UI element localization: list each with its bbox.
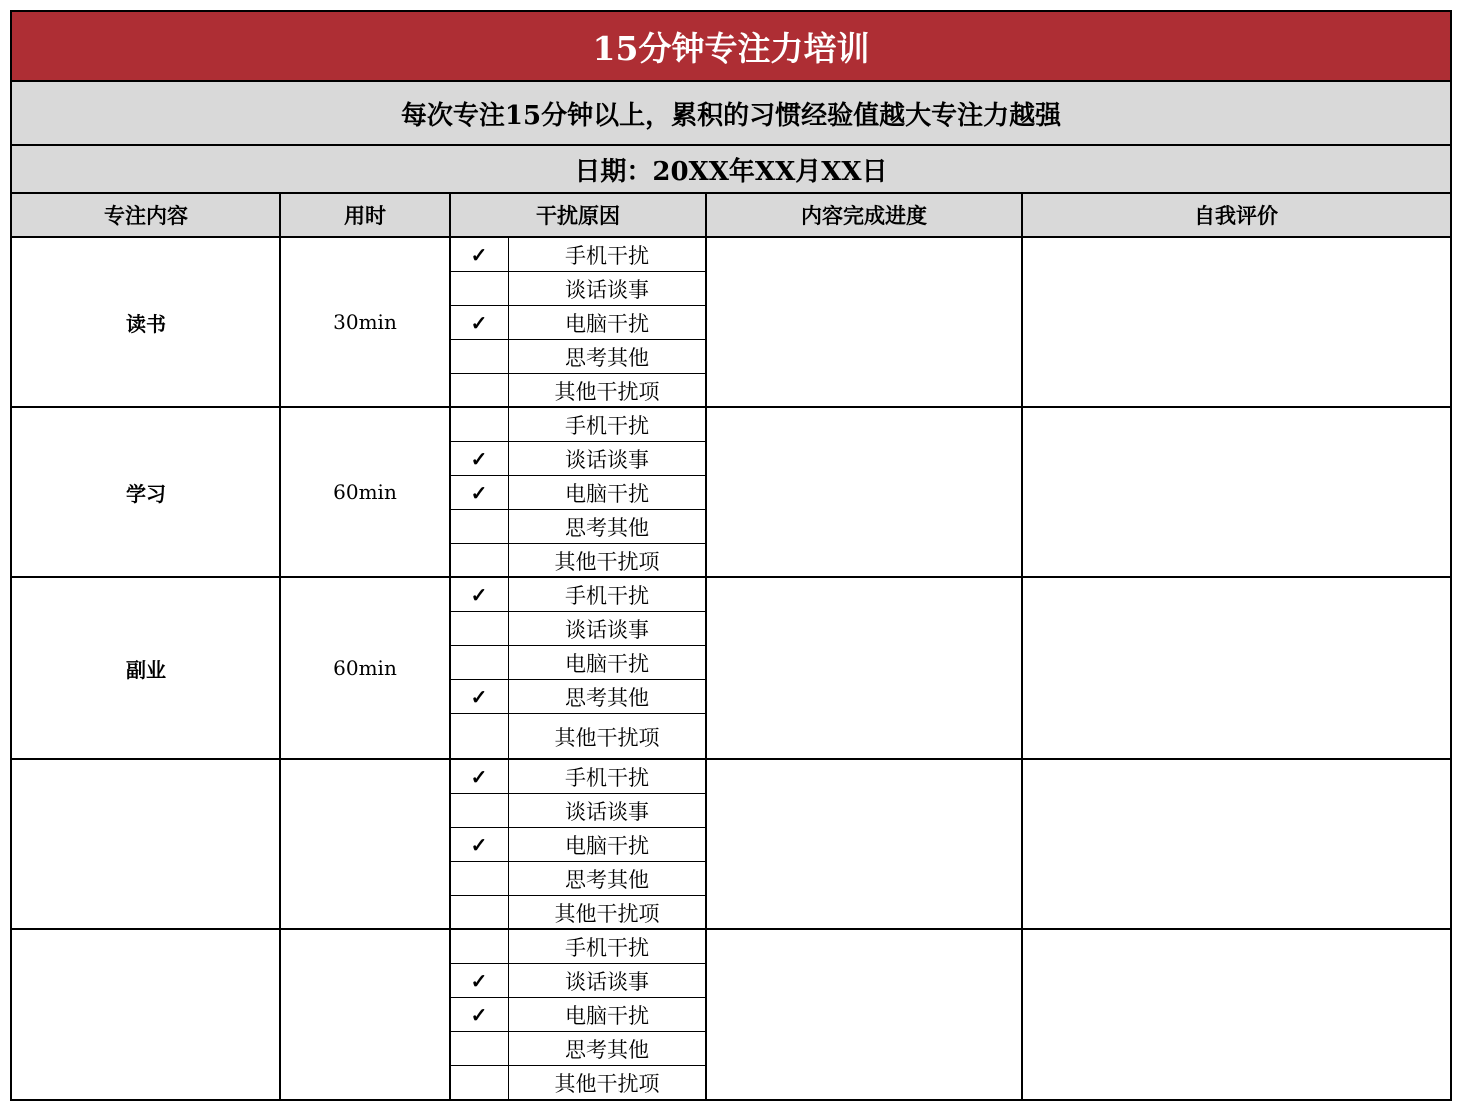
check-mark-icon: ✓: [470, 832, 488, 857]
reason-row: [450, 998, 706, 1032]
reason-checkbox[interactable]: [450, 238, 508, 271]
reason-checkbox[interactable]: [450, 408, 508, 441]
training-sheet: [10, 10, 1452, 1101]
checkbox-divider: [508, 408, 509, 576]
column-divider: [279, 194, 281, 1099]
reason-checkbox[interactable]: [450, 340, 508, 373]
reason-label: 其他干扰项: [554, 550, 660, 574]
table-header-row: [12, 194, 1450, 238]
reason-label: 思考其他: [565, 867, 649, 892]
check-mark-icon: ✓: [470, 242, 488, 267]
reason-label: 其他干扰项: [554, 380, 660, 404]
reason-row: [450, 828, 706, 862]
reason-row: [450, 476, 706, 510]
sheet-subtitle: 每次专注15分钟以上，累积的习惯经验值越大专注力越强: [400, 100, 1062, 131]
reason-checkbox[interactable]: [450, 714, 508, 760]
check-mark-icon: ✓: [470, 480, 488, 505]
checkbox-divider: [508, 760, 509, 928]
reason-row: [450, 680, 706, 714]
check-mark-icon: ✓: [470, 446, 488, 471]
time-used-cell: 30min: [333, 310, 397, 334]
reason-checkbox[interactable]: [450, 1066, 508, 1100]
reason-checkbox[interactable]: [450, 612, 508, 645]
table-row: [12, 930, 1450, 1099]
reason-checkbox[interactable]: [450, 896, 508, 930]
reason-label: 思考其他: [565, 1037, 649, 1062]
time-used-cell: 60min: [333, 656, 397, 680]
date-bar: [12, 146, 1450, 194]
reason-label: 其他干扰项: [554, 726, 660, 750]
focus-content-cell: [12, 930, 280, 1099]
reason-checkbox[interactable]: [450, 964, 508, 997]
reason-label: 谈话谈事: [565, 277, 649, 302]
evaluation-cell: [1022, 930, 1450, 1099]
reason-checkbox[interactable]: [450, 272, 508, 305]
time-used-cell: [280, 930, 450, 1099]
check-mark-icon: ✓: [470, 684, 488, 709]
evaluation-cell: [1022, 760, 1450, 928]
table-row: [12, 760, 1450, 930]
reason-checkbox[interactable]: [450, 374, 508, 408]
progress-cell: [706, 760, 1022, 928]
reason-label: 电脑干扰: [565, 481, 649, 506]
reason-checkbox[interactable]: [450, 794, 508, 827]
header-progress: 内容完成进度: [801, 203, 927, 228]
evaluation-cell: [1022, 578, 1450, 758]
reason-label: 电脑干扰: [565, 1003, 649, 1028]
focus-content-cell: 副业: [126, 657, 166, 682]
reason-row: [450, 510, 706, 544]
focus-content-cell: 读书: [126, 311, 166, 336]
reason-label: 其他干扰项: [554, 1072, 660, 1096]
reason-label: 手机干扰: [565, 243, 649, 268]
checkbox-divider: [508, 930, 509, 1099]
reason-label: 谈话谈事: [565, 447, 649, 472]
reason-row: [450, 760, 706, 794]
check-mark-icon: ✓: [470, 582, 488, 607]
reason-row: [450, 964, 706, 998]
reason-label: 电脑干扰: [565, 833, 649, 858]
reason-row: [450, 238, 706, 272]
progress-cell: [706, 238, 1022, 406]
header-evaluation: 自我评价: [1194, 203, 1278, 228]
reason-label: 电脑干扰: [565, 651, 649, 676]
reason-label: 谈话谈事: [565, 969, 649, 994]
sheet-date: 日期：20XX年XX月XX日: [574, 156, 888, 187]
reason-row: [450, 408, 706, 442]
reason-label: 手机干扰: [565, 413, 649, 438]
reason-checkbox[interactable]: [450, 828, 508, 861]
focus-content-cell: [12, 760, 280, 928]
subtitle-bar: [12, 82, 1450, 146]
reason-row: [450, 862, 706, 896]
reason-checkbox[interactable]: [450, 1032, 508, 1065]
header-time: 用时: [344, 203, 386, 228]
column-divider: [449, 194, 451, 1099]
reason-row: [450, 612, 706, 646]
check-mark-icon: ✓: [470, 764, 488, 789]
reason-label: 思考其他: [565, 685, 649, 710]
checkbox-divider: [508, 238, 509, 406]
reason-row: [450, 578, 706, 612]
reason-checkbox[interactable]: [450, 862, 508, 895]
time-used-cell: [280, 760, 450, 928]
reason-row: [450, 442, 706, 476]
reason-label: 思考其他: [565, 345, 649, 370]
table-row: [12, 238, 1450, 408]
progress-cell: [706, 578, 1022, 758]
reason-row: [450, 544, 706, 578]
reason-row: [450, 714, 706, 760]
reason-checkbox[interactable]: [450, 760, 508, 793]
reason-row: [450, 646, 706, 680]
evaluation-cell: [1022, 238, 1450, 406]
reason-row: [450, 794, 706, 828]
time-used-cell: 60min: [333, 480, 397, 504]
sheet-title: 15分钟专注力培训: [592, 28, 870, 68]
reason-label: 手机干扰: [565, 765, 649, 790]
reason-checkbox[interactable]: [450, 476, 508, 509]
reason-row: [450, 896, 706, 930]
reason-label: 思考其他: [565, 515, 649, 540]
reason-checkbox[interactable]: [450, 998, 508, 1031]
reason-checkbox[interactable]: [450, 646, 508, 679]
title-bar: [12, 12, 1450, 82]
reason-checkbox[interactable]: [450, 306, 508, 339]
reason-label: 谈话谈事: [565, 799, 649, 824]
reason-checkbox[interactable]: [450, 930, 508, 963]
reason-checkbox[interactable]: [450, 442, 508, 475]
header-reason: 干扰原因: [536, 203, 620, 228]
reason-label: 手机干扰: [565, 583, 649, 608]
check-mark-icon: ✓: [470, 968, 488, 993]
reason-checkbox[interactable]: [450, 510, 508, 543]
progress-cell: [706, 930, 1022, 1099]
reason-label: 电脑干扰: [565, 311, 649, 336]
progress-cell: [706, 408, 1022, 576]
reason-checkbox[interactable]: [450, 680, 508, 713]
table-row: [12, 408, 1450, 578]
reason-row: [450, 1066, 706, 1100]
reason-label: 谈话谈事: [565, 617, 649, 642]
reason-label: 其他干扰项: [554, 902, 660, 926]
check-mark-icon: ✓: [470, 1002, 488, 1027]
evaluation-cell: [1022, 408, 1450, 576]
header-content: 专注内容: [104, 203, 188, 228]
reason-row: [450, 340, 706, 374]
reason-row: [450, 374, 706, 408]
checkbox-divider: [508, 578, 509, 758]
reason-row: [450, 1032, 706, 1066]
reason-row: [450, 272, 706, 306]
reason-label: 手机干扰: [565, 935, 649, 960]
table-row: [12, 578, 1450, 760]
column-divider: [1021, 194, 1023, 1099]
focus-content-cell: 学习: [126, 481, 166, 506]
reason-row: [450, 930, 706, 964]
column-divider: [705, 194, 707, 1099]
check-mark-icon: ✓: [470, 310, 488, 335]
reason-row: [450, 306, 706, 340]
reason-checkbox[interactable]: [450, 578, 508, 611]
reason-checkbox[interactable]: [450, 544, 508, 578]
